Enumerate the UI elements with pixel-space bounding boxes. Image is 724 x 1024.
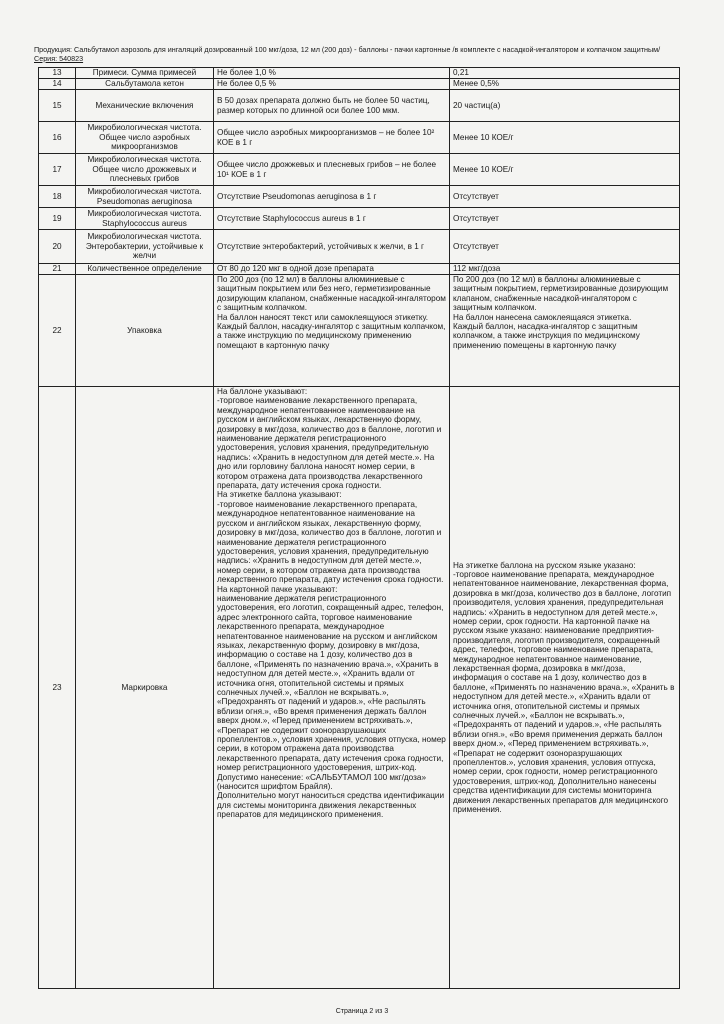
requirement-cell: От 80 до 120 мкг в одной дозе препарата	[214, 264, 450, 275]
row-number: 21	[39, 264, 76, 275]
row-number: 13	[39, 68, 76, 79]
row-number: 22	[39, 275, 76, 387]
requirement-cell: Отсутствие Pseudomonas aeruginosa в 1 г	[214, 186, 450, 208]
table-row	[39, 275, 680, 387]
row-number: 23	[39, 387, 76, 989]
row-number: 14	[39, 79, 76, 90]
test-name: Маркировка	[76, 387, 214, 989]
result-cell: Отсутствует	[450, 230, 680, 264]
row-number: 18	[39, 186, 76, 208]
result-cell: Отсутствует	[450, 208, 680, 230]
requirement-cell: В 50 дозах препарата должно быть не более 50 частиц, размер которых по длинной оси более 100 мкм.	[214, 90, 450, 122]
test-name: Микробиологическая чистота. Общее число аэробных микроорганизмов	[76, 122, 214, 154]
requirement-cell: Общее число дрожжевых и плесневых грибов – не более 10¹ КОЕ в 1 г	[214, 154, 450, 186]
table-row	[39, 68, 680, 79]
test-name: Микробиологическая чистота. Энтеробактерии, устойчивые к желчи	[76, 230, 214, 264]
table-row	[39, 208, 680, 230]
product-line: Продукция: Сальбутамол аэрозоль для ингаляций дозированный 100 мкг/доза, 12 мл (200 доз) - баллоны - пачки картонные /в комплекте с насадкой-ингалятором и колпачком защитным/	[34, 45, 661, 54]
result-cell: По 200 доз (по 12 мл) в баллоны алюминиевые с защитным покрытием, герметизированные дозирующим клапаном, снабженные насадкой-ингалятором с защитным колпачком. На баллон нанесена самоклеящаяся этикетка. Каждый баллон, насадка-ингалятор с защитным колпачком, а также инструкция по медицинскому применению помещены в картонную пачку	[450, 275, 680, 387]
specification-table	[38, 67, 680, 989]
requirement-cell: Отсутствие Staphylococcus aureus в 1 г	[214, 208, 450, 230]
row-number: 15	[39, 90, 76, 122]
requirement-cell: На баллоне указывают: -торговое наименование лекарственного препарата, международное непатентованное наименование на русском и английском языках, лекарственную форму, дозировку в мкг/доза, количество доз в баллоне, логотип и наименование держателя регистрационного удостоверения, условия хранения, предупредительную надпись: «Хранить в недоступном для детей месте.». На дно или горловину баллона наносят номер серии, в котором отражена дата производства лекарственного препарата, дату истечения срока годности. На этикетке баллона указывают: -торговое наименование лекарственного препарата, международное непатентованное наименование на русском и английском языках, лекарственную форму, дозировку в мкг/доза, количество доз в баллоне, логотип и наименование держателя регистрационного удостоверения, условия хранения, предупредительную надпись: «Хранить в недоступном для детей месте.», номер серии, в котором отражена дата производства лекарственного препарата, дату истечения срока годности. На картонной пачке указывают: наименование держателя регистрационного удостоверения, его логотип, сокращенный адрес, телефон, адрес электронного сайта, торговое наименование лекарственного препарата, международное непатентованное наименование на русском и английском языках, лекарственную форму, дозировку в мкг/доза, информацию о составе на 1 дозу, количество доз в баллоне, «Применять по назначению врача.», «Хранить в недоступном для детей месте.», «Хранить вдали от источника огня, отопительной системы и прямых солнечных лучей.», «Баллон не вскрывать.», «Предохранять от падений и ударов.», «Не распылять вблизи огня.», «Во время применения держать баллон вверх дном.», «Перед применением встряхивать.», «Препарат не содержит озоноразрушающих пропеллентов.», условия хранения, условия отпуска, номер серии, в котором отражена дата производства лекарственного препарата, дату истечения срока годности, номер регистрационного удостоверения, штрих-код. Допустимо нанесение: «САЛЬБУТАМОЛ 100 мкг/доза» (наносится шрифтом Брайля). Дополнительно могут наноситься средства идентификации для системы мониторинга движения лекарственных препаратов для медицинского применения.	[214, 387, 450, 989]
table-row	[39, 230, 680, 264]
test-name: Микробиологическая чистота. Pseudomonas aeruginosa	[76, 186, 214, 208]
table-row	[39, 186, 680, 208]
result-cell: 0,21	[450, 68, 680, 79]
row-number: 16	[39, 122, 76, 154]
result-cell: 112 мкг/доза	[450, 264, 680, 275]
table-row	[39, 387, 680, 989]
test-name: Механические включения	[76, 90, 214, 122]
result-cell: Менее 10 КОЕ/г	[450, 122, 680, 154]
test-name: Примеси. Сумма примесей	[76, 68, 214, 79]
test-name: Количественное определение	[76, 264, 214, 275]
table-row	[39, 264, 680, 275]
table-row	[39, 79, 680, 90]
result-cell: Отсутствует	[450, 186, 680, 208]
table-row	[39, 154, 680, 186]
row-number: 20	[39, 230, 76, 264]
series-line: Серия: 540823	[34, 53, 84, 63]
page-footer: Страница 2 из 3	[335, 1008, 389, 1015]
result-cell: Менее 10 КОЕ/г	[450, 154, 680, 186]
test-name: Микробиологическая чистота. Staphylococcus aureus	[76, 208, 214, 230]
row-number: 17	[39, 154, 76, 186]
requirement-cell: По 200 доз (по 12 мл) в баллоны алюминиевые с защитным покрытием или без него, герметизированные дозирующим клапаном, снабженные насадкой-ингалятором с защитным колпачком. На баллон наносят текст или самоклеящуюся этикетку. Каждый баллон, насадку-ингалятор с защитным колпачком, а также инструкцию по медицинскому применению помещают в картонную пачку	[214, 275, 450, 387]
row-number: 19	[39, 208, 76, 230]
table-row	[39, 122, 680, 154]
requirement-cell: Не более 0,5 %	[214, 79, 450, 90]
table-row	[39, 90, 680, 122]
test-name: Упаковка	[76, 275, 214, 387]
test-name: Сальбутамола кетон	[76, 79, 214, 90]
result-cell: На этикетке баллона на русском языке указано: -торговое наименование препарата, международное непатентованное наименование, лекарственная форма, дозировка в мкг/доза, количество доз в баллоне, логотип производителя, условия хранения, предупредительная надпись: «Хранить в недоступном для детей месте.», номер серии, срок годности. На картонной пачке на русском языке указано: наименование предприятия-производителя, логотип производителя, сокращенный адрес, телефон, торговое наименование препарата, международное непатентованное наименование, лекарственная форма, дозировка в мкг/доза, информация о составе на 1 дозу, количество доз в баллоне, «Применять по назначению врача.», «Хранить в недоступном для детей месте.», «Хранить вдали от источника огня, отопительной системы и прямых солнечных лучей.», «Баллон не вскрывать.», «Предохранять от падений и ударов.», «Не распылять вблизи огня.», «Во время применения держать баллон вверх дном.», «Перед применением встряхивать.», «Препарат не содержит озоноразрушающих пропеллентов.», условия хранения, условия отпуска, номер серии, срок годности, номер регистрационного удостоверения, штрих-код. Дополнительно нанесены средства идентификации для системы мониторинга движения лекарственных препаратов для медицинского применения.	[450, 387, 680, 989]
result-cell: Менее 0,5%	[450, 79, 680, 90]
requirement-cell: Не более 1,0 %	[214, 68, 450, 79]
document-header	[34, 46, 694, 63]
requirement-cell: Общее число аэробных микроорганизмов – не более 10² КОЕ в 1 г	[214, 122, 450, 154]
requirement-cell: Отсутствие энтеробактерий, устойчивых к желчи, в 1 г	[214, 230, 450, 264]
test-name: Микробиологическая чистота. Общее число дрожжевых и плесневых грибов	[76, 154, 214, 186]
result-cell: 20 частиц(а)	[450, 90, 680, 122]
